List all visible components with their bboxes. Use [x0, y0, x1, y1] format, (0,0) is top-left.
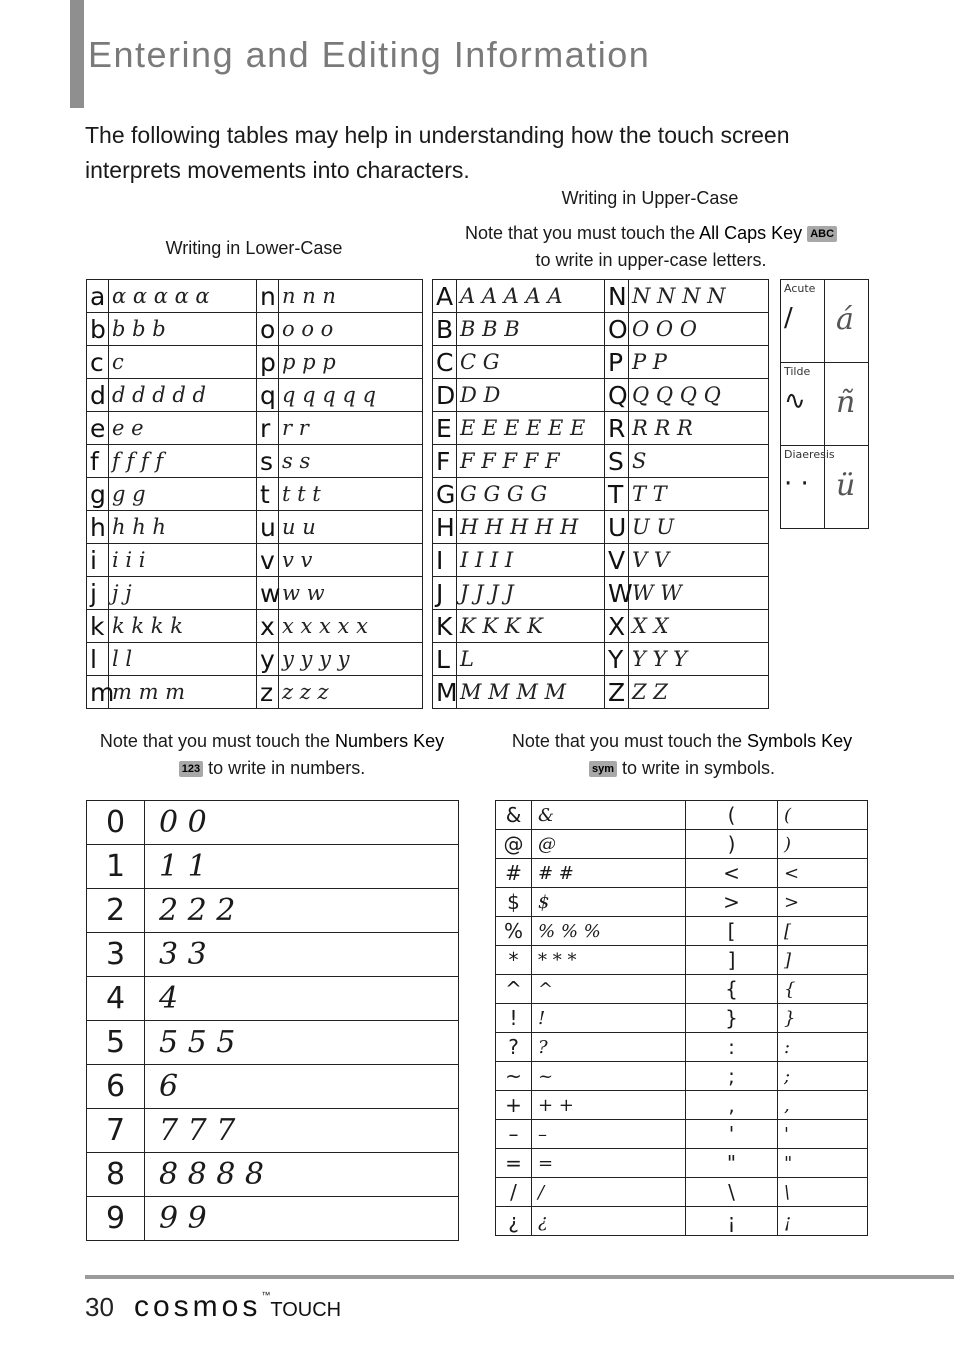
character-cell: &	[496, 801, 532, 830]
character-cell: 7	[87, 1109, 145, 1153]
numbers-note	[80, 728, 464, 782]
handwriting-cell: d d d d d	[109, 379, 257, 412]
handwriting-cell: \	[778, 1178, 868, 1207]
character-cell: A	[433, 280, 457, 313]
character-cell: %	[496, 917, 532, 946]
table-row	[496, 1120, 868, 1149]
character-cell: j	[87, 577, 109, 610]
table-row	[433, 346, 769, 379]
accent-example: ü	[836, 468, 856, 503]
character-cell: Y	[605, 643, 629, 676]
character-cell: D	[433, 379, 457, 412]
handwriting-cell: $	[532, 888, 686, 917]
handwriting-cell: I I I I	[457, 544, 605, 577]
table-row	[496, 888, 868, 917]
handwriting-cell: ~	[532, 1062, 686, 1091]
handwriting-cell: j j	[109, 577, 257, 610]
handwriting-cell: }	[778, 1004, 868, 1033]
character-cell: 2	[87, 889, 145, 933]
table-row	[433, 676, 769, 709]
character-cell: l	[87, 643, 109, 676]
handwriting-cell: ^	[532, 975, 686, 1004]
character-cell: C	[433, 346, 457, 379]
handwriting-cell: >	[778, 888, 868, 917]
handwriting-cell: S	[629, 445, 769, 478]
handwriting-cell: 0 0	[145, 801, 459, 845]
handwriting-cell: B B B	[457, 313, 605, 346]
table-row	[87, 544, 423, 577]
character-cell: o	[257, 313, 279, 346]
character-cell: ?	[496, 1033, 532, 1062]
lower-case-table	[86, 279, 423, 709]
handwriting-cell: W W	[629, 577, 769, 610]
handwriting-cell: A A A A A	[457, 280, 605, 313]
table-row	[87, 676, 423, 709]
table-row	[496, 946, 868, 975]
character-cell: T	[605, 478, 629, 511]
handwriting-cell: 9 9	[145, 1197, 459, 1241]
abc-key-icon: ABC	[807, 226, 837, 242]
character-cell: –	[496, 1120, 532, 1149]
handwriting-cell: g g	[109, 478, 257, 511]
character-cell: p	[257, 346, 279, 379]
accent-stroke: · ·	[784, 469, 809, 499]
accent-row	[781, 363, 869, 446]
accent-example-cell	[825, 363, 869, 446]
handwriting-cell: E E E E E E	[457, 412, 605, 445]
handwriting-cell: X X	[629, 610, 769, 643]
table-row	[496, 1178, 868, 1207]
character-cell: I	[433, 544, 457, 577]
table-row	[87, 577, 423, 610]
handwriting-cell: 2 2 2	[145, 889, 459, 933]
table-row	[87, 511, 423, 544]
handwriting-cell: –	[532, 1120, 686, 1149]
character-cell: \	[686, 1178, 778, 1207]
handwriting-cell: c	[109, 346, 257, 379]
note-suffix: to write in symbols.	[622, 758, 776, 778]
character-cell: X	[605, 610, 629, 643]
handwriting-cell: e e	[109, 412, 257, 445]
table-row	[433, 379, 769, 412]
handwriting-cell: @	[532, 830, 686, 859]
handwriting-cell: <	[778, 859, 868, 888]
handwriting-cell: G G G G	[457, 478, 605, 511]
character-cell: e	[87, 412, 109, 445]
brand-suffix: TOUCH	[270, 1299, 342, 1321]
note-suffix: to write in numbers.	[208, 758, 366, 778]
table-row	[87, 313, 423, 346]
character-cell: 8	[87, 1153, 145, 1197]
handwriting-cell: '	[778, 1120, 868, 1149]
handwriting-cell: z z z	[279, 676, 423, 709]
handwriting-cell: q q q q q	[279, 379, 423, 412]
table-row	[433, 610, 769, 643]
handwriting-cell: K K K K	[457, 610, 605, 643]
handwriting-cell: ?	[532, 1033, 686, 1062]
character-cell: ,	[686, 1091, 778, 1120]
table-row	[87, 643, 423, 676]
character-cell: /	[496, 1178, 532, 1207]
table-row	[87, 977, 459, 1021]
table-row	[496, 917, 868, 946]
handwriting-cell: 1 1	[145, 845, 459, 889]
handwriting-cell: !	[532, 1004, 686, 1033]
numbers-key-icon: 123	[179, 761, 203, 777]
symbols-note	[490, 728, 874, 782]
accent-label: Acute	[784, 282, 816, 295]
handwriting-cell: /	[532, 1178, 686, 1207]
handwriting-cell: ]	[778, 946, 868, 975]
handwriting-cell: P P	[629, 346, 769, 379]
character-cell: 4	[87, 977, 145, 1021]
handwriting-cell: U U	[629, 511, 769, 544]
table-row	[433, 445, 769, 478]
handwriting-cell: w w	[279, 577, 423, 610]
character-cell: 1	[87, 845, 145, 889]
table-row	[433, 280, 769, 313]
table-row	[496, 1004, 868, 1033]
character-cell: 5	[87, 1021, 145, 1065]
handwriting-cell: + +	[532, 1091, 686, 1120]
table-row	[87, 1021, 459, 1065]
table-row	[496, 1207, 868, 1236]
trademark-mark: ™	[261, 1290, 271, 1300]
character-cell: f	[87, 445, 109, 478]
character-cell: U	[605, 511, 629, 544]
character-cell: k	[87, 610, 109, 643]
handwriting-cell: l l	[109, 643, 257, 676]
handwriting-cell: i i i	[109, 544, 257, 577]
numbers-table	[86, 800, 459, 1241]
table-row	[496, 1062, 868, 1091]
character-cell: v	[257, 544, 279, 577]
character-cell: =	[496, 1149, 532, 1178]
character-cell: V	[605, 544, 629, 577]
character-cell: S	[605, 445, 629, 478]
handwriting-cell: 4	[145, 977, 459, 1021]
handwriting-cell: J J J J	[457, 577, 605, 610]
handwriting-cell: Q Q Q Q	[629, 379, 769, 412]
character-cell: !	[496, 1004, 532, 1033]
handwriting-cell: (	[778, 801, 868, 830]
handwriting-cell: m m m	[109, 676, 257, 709]
character-cell: R	[605, 412, 629, 445]
character-cell: +	[496, 1091, 532, 1120]
handwriting-cell: R R R	[629, 412, 769, 445]
handwriting-cell: % % %	[532, 917, 686, 946]
table-row	[496, 1091, 868, 1120]
table-row	[87, 280, 423, 313]
table-row	[87, 478, 423, 511]
handwriting-cell: V V	[629, 544, 769, 577]
upper-case-caption: Writing in Upper-Case	[561, 188, 739, 208]
character-cell: ¿	[496, 1207, 532, 1236]
character-cell: b	[87, 313, 109, 346]
accent-example: ñ	[836, 385, 856, 420]
accent-stroke: /	[784, 303, 793, 333]
character-cell: 3	[87, 933, 145, 977]
note-prefix: Note that you must touch the	[511, 731, 743, 751]
character-cell: N	[605, 280, 629, 313]
table-row	[433, 313, 769, 346]
handwriting-cell: {	[778, 975, 868, 1004]
handwriting-cell: F F F F F	[457, 445, 605, 478]
handwriting-cell: 6	[145, 1065, 459, 1109]
handwriting-cell: "	[778, 1149, 868, 1178]
all-caps-note	[425, 220, 877, 274]
character-cell: r	[257, 412, 279, 445]
handwriting-cell: :	[778, 1033, 868, 1062]
character-cell: *	[496, 946, 532, 975]
character-cell: m	[87, 676, 109, 709]
accent-row	[781, 280, 869, 363]
handwriting-cell: b b b	[109, 313, 257, 346]
character-cell: #	[496, 859, 532, 888]
character-cell: ^	[496, 975, 532, 1004]
accent-example-cell	[825, 446, 869, 529]
handwriting-cell: N N N N	[629, 280, 769, 313]
handwriting-cell: C G	[457, 346, 605, 379]
table-row	[496, 1033, 868, 1062]
character-cell: Q	[605, 379, 629, 412]
table-row	[496, 801, 868, 830]
symbols-key-icon: sym	[589, 761, 617, 777]
character-cell: "	[686, 1149, 778, 1178]
character-cell: a	[87, 280, 109, 313]
table-row	[433, 412, 769, 445]
character-cell: 9	[87, 1197, 145, 1241]
accent-stroke-cell	[781, 280, 825, 363]
page-number: 30	[85, 1292, 114, 1322]
table-row	[87, 445, 423, 478]
character-cell: n	[257, 280, 279, 313]
character-cell: J	[433, 577, 457, 610]
table-row	[496, 830, 868, 859]
character-cell: $	[496, 888, 532, 917]
character-cell: P	[605, 346, 629, 379]
character-cell: t	[257, 478, 279, 511]
character-cell: @	[496, 830, 532, 859]
handwriting-cell: ɑ ɑ ɑ ɑ ɑ	[109, 280, 257, 313]
handwriting-cell: D D	[457, 379, 605, 412]
handwriting-cell: [	[778, 917, 868, 946]
table-row	[87, 379, 423, 412]
handwriting-cell: x x x x x	[279, 610, 423, 643]
handwriting-cell: ¡	[778, 1207, 868, 1236]
handwriting-cell: o o o	[279, 313, 423, 346]
intro-paragraph: The following tables may help in understanding how the touch screen interprets movements into characters.	[85, 122, 790, 183]
character-cell: ¡	[686, 1207, 778, 1236]
handwriting-cell: h h h	[109, 511, 257, 544]
character-cell: z	[257, 676, 279, 709]
character-cell: W	[605, 577, 629, 610]
handwriting-cell: M M M M	[457, 676, 605, 709]
lower-case-caption: Writing in Lower-Case	[165, 238, 343, 258]
brand-logo	[134, 1290, 341, 1324]
page-title: Entering and Editing Information	[88, 34, 651, 75]
character-cell: Z	[605, 676, 629, 709]
table-row	[87, 610, 423, 643]
note-suffix: to write in upper-case letters.	[535, 250, 767, 270]
accent-stroke-cell	[781, 446, 835, 529]
handwriting-cell: k k k k	[109, 610, 257, 643]
table-row	[87, 1109, 459, 1153]
table-row	[87, 346, 423, 379]
note-key-name: All Caps Key	[699, 223, 803, 243]
character-cell: ~	[496, 1062, 532, 1091]
character-cell: G	[433, 478, 457, 511]
accent-example: á	[836, 302, 854, 337]
handwriting-cell: 7 7 7	[145, 1109, 459, 1153]
table-row	[87, 933, 459, 977]
note-key-name: Symbols Key	[747, 731, 853, 751]
table-row	[433, 478, 769, 511]
table-row	[433, 544, 769, 577]
character-cell: ;	[686, 1062, 778, 1091]
handwriting-cell: 8 8 8 8	[145, 1153, 459, 1197]
accent-table	[780, 279, 869, 529]
accent-row	[781, 446, 869, 529]
handwriting-cell: f f f f	[109, 445, 257, 478]
note-prefix: Note that you must touch the	[464, 223, 696, 243]
table-row	[87, 1197, 459, 1241]
character-cell: 6	[87, 1065, 145, 1109]
table-row	[433, 577, 769, 610]
character-cell: >	[686, 888, 778, 917]
symbols-table	[495, 800, 868, 1236]
accent-stroke-cell	[781, 363, 825, 446]
handwriting-cell: H H H H H	[457, 511, 605, 544]
character-cell: <	[686, 859, 778, 888]
accent-stroke: ∿	[784, 386, 806, 416]
table-row	[87, 845, 459, 889]
handwriting-cell: O O O	[629, 313, 769, 346]
character-cell: [	[686, 917, 778, 946]
handwriting-cell: r r	[279, 412, 423, 445]
character-cell: 0	[87, 801, 145, 845]
character-cell: ]	[686, 946, 778, 975]
handwriting-cell: T T	[629, 478, 769, 511]
handwriting-cell: ;	[778, 1062, 868, 1091]
character-cell: {	[686, 975, 778, 1004]
handwriting-cell: &	[532, 801, 686, 830]
character-cell: g	[87, 478, 109, 511]
character-cell: q	[257, 379, 279, 412]
character-cell: }	[686, 1004, 778, 1033]
table-row	[87, 1153, 459, 1197]
note-key-name: Numbers Key	[335, 731, 445, 751]
character-cell: y	[257, 643, 279, 676]
handwriting-cell: s s	[279, 445, 423, 478]
character-cell: E	[433, 412, 457, 445]
character-cell: B	[433, 313, 457, 346]
table-row	[496, 859, 868, 888]
table-row	[496, 1149, 868, 1178]
handwriting-cell: n n n	[279, 280, 423, 313]
handwriting-cell: * * *	[532, 946, 686, 975]
handwriting-cell: ,	[778, 1091, 868, 1120]
title-accent-bar	[70, 0, 84, 108]
accent-label: Diaeresis	[784, 448, 835, 461]
character-cell: O	[605, 313, 629, 346]
character-cell: H	[433, 511, 457, 544]
character-cell: '	[686, 1120, 778, 1149]
brand-name: cosmos	[134, 1290, 262, 1323]
table-row	[87, 801, 459, 845]
table-row	[433, 511, 769, 544]
table-row	[496, 975, 868, 1004]
handwriting-cell: u u	[279, 511, 423, 544]
accent-label: Tilde	[784, 365, 811, 378]
character-cell: i	[87, 544, 109, 577]
accent-example-cell	[825, 280, 869, 363]
handwriting-cell: t t t	[279, 478, 423, 511]
handwriting-cell: =	[532, 1149, 686, 1178]
character-cell: x	[257, 610, 279, 643]
character-cell: d	[87, 379, 109, 412]
handwriting-cell: ¿	[532, 1207, 686, 1236]
handwriting-cell: p p p	[279, 346, 423, 379]
character-cell: (	[686, 801, 778, 830]
handwriting-cell: Z Z	[629, 676, 769, 709]
handwriting-cell: Y Y Y	[629, 643, 769, 676]
character-cell: w	[257, 577, 279, 610]
handwriting-cell: y y y y	[279, 643, 423, 676]
character-cell: F	[433, 445, 457, 478]
character-cell: )	[686, 830, 778, 859]
character-cell: L	[433, 643, 457, 676]
character-cell: s	[257, 445, 279, 478]
character-cell: :	[686, 1033, 778, 1062]
handwriting-cell: v v	[279, 544, 423, 577]
handwriting-cell: # #	[532, 859, 686, 888]
character-cell: c	[87, 346, 109, 379]
table-row	[87, 889, 459, 933]
note-prefix: Note that you must touch the	[99, 731, 331, 751]
character-cell: K	[433, 610, 457, 643]
handwriting-cell: )	[778, 830, 868, 859]
handwriting-cell: 5 5 5	[145, 1021, 459, 1065]
handwriting-cell: L	[457, 643, 605, 676]
upper-case-table	[432, 279, 769, 709]
footer-divider	[85, 1275, 954, 1279]
character-cell: h	[87, 511, 109, 544]
table-row	[433, 643, 769, 676]
character-cell: M	[433, 676, 457, 709]
table-row	[87, 1065, 459, 1109]
character-cell: u	[257, 511, 279, 544]
table-row	[87, 412, 423, 445]
handwriting-cell: 3 3	[145, 933, 459, 977]
